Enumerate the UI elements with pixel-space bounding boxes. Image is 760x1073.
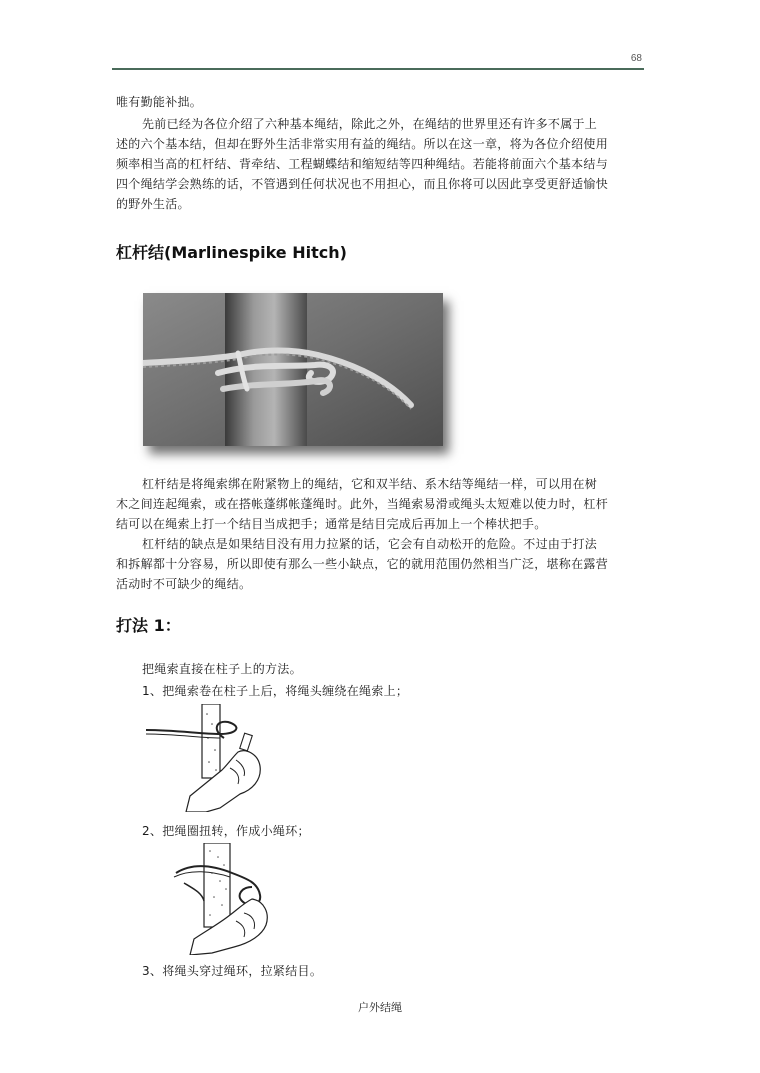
step-1-illustration	[146, 704, 276, 812]
intro-line: 频率相当高的杠杆结、背牵结、工程蝴蝶结和缩短结等四种绳结。若能将前面六个基本结与	[116, 157, 609, 171]
intro-line: 述的六个基本结，但却在野外生活非常实用有益的绳结。所以在这一章，将为各位介绍使用	[116, 137, 609, 151]
header-rule	[112, 68, 644, 70]
intro-line: 四个绳结学会熟练的话，不管遇到任何状况也不用担心，而且你将可以因此享受更舒适愉快	[116, 177, 609, 191]
method-step-1: 1、把绳索卷在柱子上后，将绳头缠绕在绳索上；	[142, 684, 409, 698]
intro-carryover: 唯有勤能补拙。	[116, 95, 203, 109]
method-intro: 把绳索直接在柱子上的方法。	[142, 662, 302, 676]
page-number: 68	[630, 53, 642, 64]
description-line: 和拆解都十分容易，所以即使有那么一些小缺点，它的就用范围仍然相当广泛，堪称在露营	[116, 557, 609, 571]
description-para-1	[116, 474, 644, 534]
intro-line: 的野外生活。	[116, 197, 190, 211]
knot-photo	[143, 293, 443, 446]
step-2-illustration	[172, 843, 276, 955]
method-step-3: 3、将绳头穿过绳环，拉紧结目。	[142, 964, 323, 978]
description-para-2	[116, 534, 644, 594]
description-line: 木之间连起绳索，或在搭帐蓬绑帐蓬绳时。此外，当绳索易滑或绳头太短难以使力时，杠杆	[116, 497, 609, 511]
method-step-2: 2、把绳圈扭转，作成小绳环；	[142, 824, 310, 838]
description-line: 结可以在绳索上打一个结目当成把手；通常是结目完成后再加上一个棒状把手。	[116, 517, 547, 531]
section-title: 杠杆结(Marlinespike Hitch)	[116, 243, 347, 262]
footer-label: 户外结绳	[358, 1001, 402, 1014]
intro-line: 先前已经为各位介绍了六种基本绳结，除此之外，在绳结的世界里还有许多不属于上	[142, 117, 598, 131]
description-line: 杠杆结是将绳索绑在附紧物上的绳结，它和双半结、系木结等绳结一样，可以用在树	[142, 477, 598, 491]
method-title: 打法 1：	[116, 616, 181, 635]
description-line: 杠杆结的缺点是如果结目没有用力拉紧的话，它会有自动松开的危险。不过由于打法	[142, 537, 598, 551]
intro-paragraph	[116, 114, 644, 214]
description-line: 活动时不可缺少的绳结。	[116, 577, 252, 591]
